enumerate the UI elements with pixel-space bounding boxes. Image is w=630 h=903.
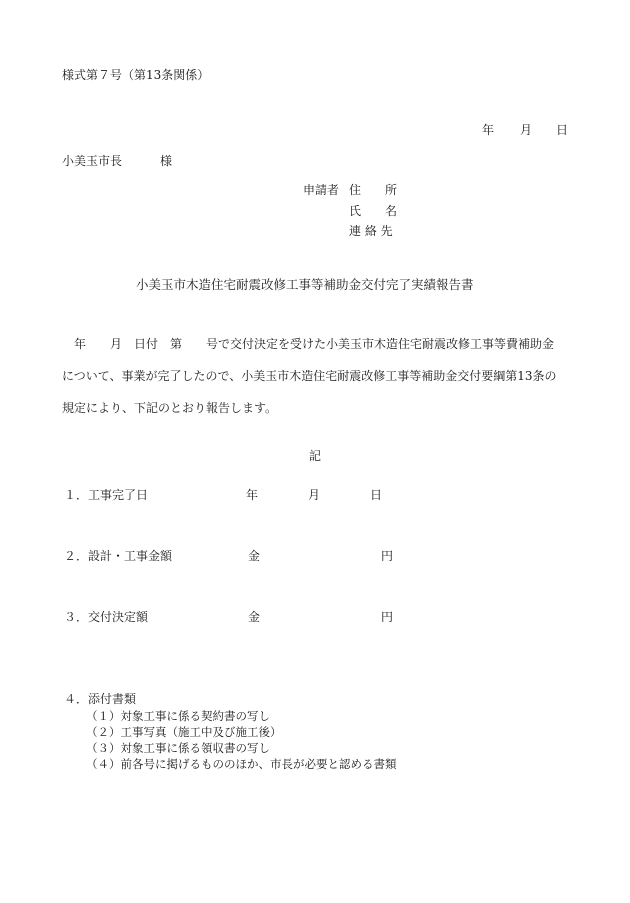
addressee-name: 小美玉市長 (62, 154, 123, 168)
item-completion-day: 日 (370, 488, 383, 502)
item-completion-year: 年 (246, 488, 259, 502)
item-grant-amount-prefix: 金 (248, 610, 261, 624)
form-number: 様式第７号（第13条関係） (62, 68, 210, 82)
date-year: 年 (482, 123, 495, 137)
ki-heading: 記 (309, 449, 322, 463)
item-completion-date-label: １．工事完了日 (64, 488, 149, 502)
applicant-label: 申請者 (303, 183, 340, 197)
applicant-name-label: 氏 名 (349, 204, 398, 218)
body-line-3: 規定により、下記のとおり報告します。 (62, 401, 278, 415)
item-design-cost-prefix: 金 (248, 549, 261, 563)
addressee-honorific: 様 (160, 154, 173, 168)
applicant-address-label: 住 所 (349, 183, 398, 197)
item-completion-month: 月 (308, 488, 321, 502)
attachment-item: （４）前各号に掲げるもののほか、市長が必要と認める書類 (86, 757, 397, 771)
item-attachments-label: ４．添付書類 (64, 692, 137, 706)
item-grant-amount-suffix: 円 (381, 610, 394, 624)
attachment-item: （３）対象工事に係る領収書の写し (86, 741, 270, 755)
date-month: 月 (520, 123, 533, 137)
body-line-2: について、事業が完了したので、小美玉市木造住宅耐震改修工事等補助金交付要綱第13条の (62, 369, 557, 383)
body-line-1: 年 月 日付 第 号で交付決定を受けた小美玉市木造住宅耐震改修工事等費補助金 (74, 337, 555, 351)
attachment-item: （１）対象工事に係る契約書の写し (86, 709, 270, 723)
item-design-cost-label: ２．設計・工事金額 (64, 549, 173, 563)
date-day: 日 (556, 123, 569, 137)
attachment-item: （２）工事写真（施工中及び施工後） (86, 725, 282, 739)
item-design-cost-suffix: 円 (381, 549, 394, 563)
item-grant-amount-label: ３．交付決定額 (64, 610, 149, 624)
applicant-contact-label: 連 絡 先 (349, 224, 393, 238)
document-title: 小美玉市木造住宅耐震改修工事等補助金交付完了実績報告書 (136, 277, 474, 292)
